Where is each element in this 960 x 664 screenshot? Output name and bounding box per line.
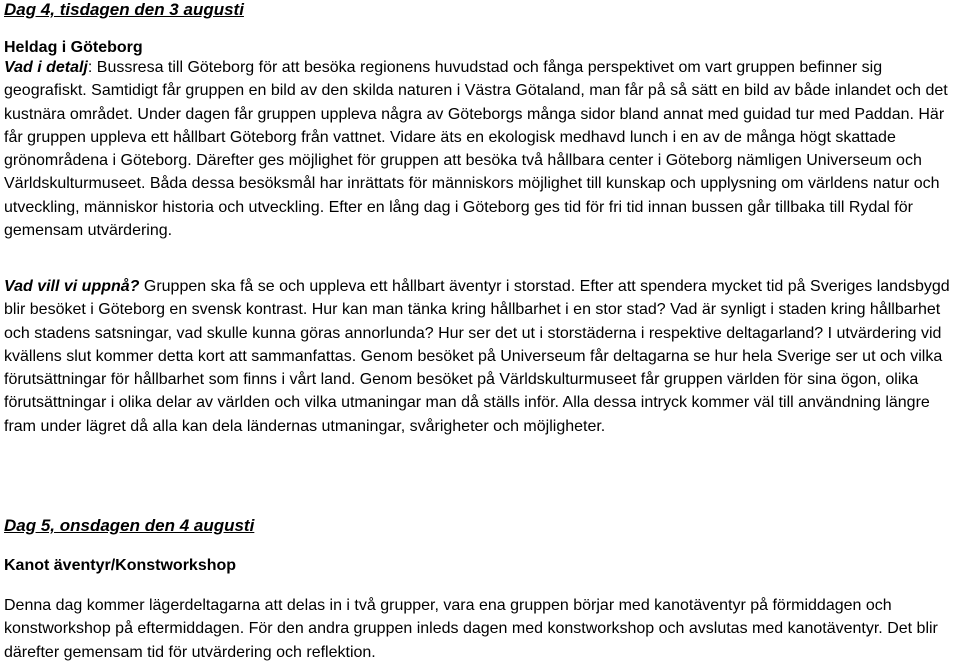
day5-subheading: Kanot äventyr/Konstworkshop	[4, 557, 237, 574]
day4-details-lead: Vad i detalj	[4, 59, 88, 76]
day4-details-text: Bussresa till Göteborg för att besöka regionens huvudstad och fånga perspektivet om vart gruppen befinner sig geografiskt. Samtidigt får gruppen en bild av den skilda naturen i Västra Götaland, man får på så sätt en bild av både inlandet och det kustnära området. Under dagen får gruppen uppleva några av Göteborgs många sidor bland annat med guidad tur med Paddan. Här får gruppen uppleva ett hållbart Göteborg från vattnet. Vidare äts en ekologisk medhavd lunch i en av de många högt skattade grönområdena i Göteborg. Därefter ges möjlighet för gruppen att besöka två hållbara center i Göteborg nämligen Universeum och Världskulturmuseet. Båda dessa besöksmål har inrättats för människors möjlighet till kunskap och upplysning om världens natur och utveckling, människor historia och utveckling. Efter en lång dag i Göteborg ges tid för fri tid innan bussen går tillbaka till Rydal för gemensam utvärdering.	[4, 59, 948, 240]
day4-goals-lead: Vad vill vi uppnå?	[4, 278, 140, 295]
day4-heading: Dag 4, tisdagen den 3 augusti	[4, 0, 244, 19]
day4-subheading: Heldag i Göteborg	[4, 39, 143, 56]
day5-heading: Dag 5, onsdagen den 4 augusti	[4, 516, 255, 535]
day4-details-lead-suffix: :	[87, 59, 97, 76]
day4-goals-paragraph	[4, 275, 954, 438]
day4-details-paragraph	[4, 56, 954, 242]
day4-goals-text: Gruppen ska få se och uppleva ett hållbart äventyr i storstad. Efter att spendera mycket tid på Sveriges landsbygd blir besöket i Göteborg en svensk kontrast. Hur kan man tänka kring hållbarhet i en stor stad? Vad är synligt i staden kring hållbarhet och stadens satsningar, vad skulle kunna göras annorlunda? Hur ser det ut i storstäderna i respektive deltagarland? I utvärdering vid kvällens slut kommer detta kort att sammanfattas. Genom besöket på Universeum får deltagarna se hur hela Sverige ser ut och vilka förutsättningar för hållbarhet som finns i vårt land. Genom besöket på Världskulturmuseet får gruppen världen för sina ögon, olika förutsättningar i olika delar av världen och vilka utmaningar man då ställs inför. Alla dessa intryck kommer väl till användning längre fram under lägret då alla kan dela ländernas utmaningar, svårigheter och möjligheter.	[4, 278, 950, 435]
day5-paragraph: Denna dag kommer lägerdeltagarna att delas in i två grupper, vara ena gruppen börjar med kanotäventyr på förmiddagen och konstworkshop på eftermiddagen. För den andra gruppen inleds dagen med konstworkshop och avslutas med kanotäventyr. Det blir därefter gemensam tid för utvärdering och reflektion.	[4, 597, 938, 661]
